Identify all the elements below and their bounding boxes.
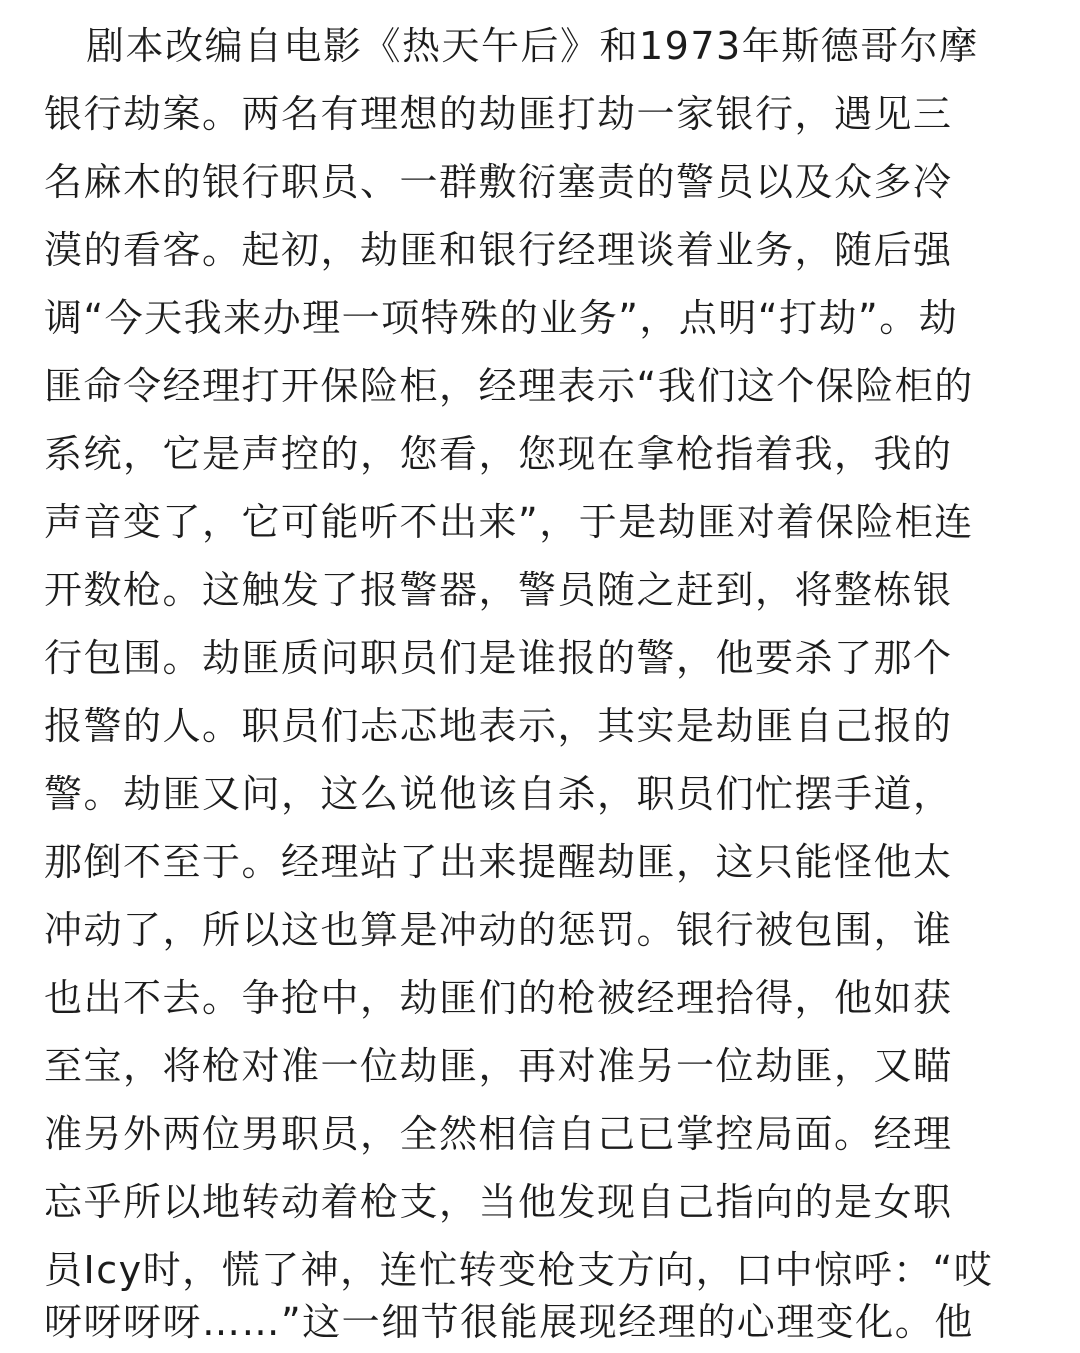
text-line: 漠的看客。起初，劫匪和银行经理谈着业务，随后强 (44, 228, 953, 272)
text-line: 员Icy时，慌了神，连忙转变枪支方向，口中惊呼：“哎 (44, 1248, 994, 1292)
text-line: 声音变了，它可能听不出来”，于是劫匪对着保险柜连 (44, 500, 974, 544)
text-line: 报警的人。职员们忐忑地表示，其实是劫匪自己报的 (44, 704, 953, 748)
text-line: 系统，它是声控的，您看，您现在拿枪指着我，我的 (44, 432, 953, 476)
text-line: 剧本改编自电影《热天午后》和1973年斯德哥尔摩 (86, 24, 979, 68)
text-line: 呀呀呀呀……”这一细节很能展现经理的心理变化。他 (44, 1300, 974, 1344)
text-line: 匪命令经理打开保险柜，经理表示“我们这个保险柜的 (44, 364, 974, 408)
text-line: 开数枪。这触发了报警器，警员随之赶到，将整栋银 (44, 568, 953, 612)
text-line: 也出不去。争抢中，劫匪们的枪被经理拾得，他如获 (44, 976, 953, 1020)
text-line: 警。劫匪又问，这么说他该自杀，职员们忙摆手道， (44, 772, 953, 816)
text-line: 忘乎所以地转动着枪支，当他发现自己指向的是女职 (44, 1180, 953, 1224)
text-line: 行包围。劫匪质问职员们是谁报的警，他要杀了那个 (44, 636, 953, 680)
text-line: 那倒不至于。经理站了出来提醒劫匪，这只能怪他太 (44, 840, 953, 884)
text-line: 准另外两位男职员，全然相信自己已掌控局面。经理 (44, 1112, 953, 1156)
text-line: 调“今天我来办理一项特殊的业务”，点明“打劫”。劫 (44, 296, 959, 340)
text-line: 名麻木的银行职员、一群敷衍塞责的警员以及众多冷 (44, 160, 953, 204)
text-line: 至宝，将枪对准一位劫匪，再对准另一位劫匪，又瞄 (44, 1044, 953, 1088)
text-line: 冲动了，所以这也算是冲动的惩罚。银行被包围，谁 (44, 908, 953, 952)
text-line: 银行劫案。两名有理想的劫匪打劫一家银行，遇见三 (44, 92, 953, 136)
